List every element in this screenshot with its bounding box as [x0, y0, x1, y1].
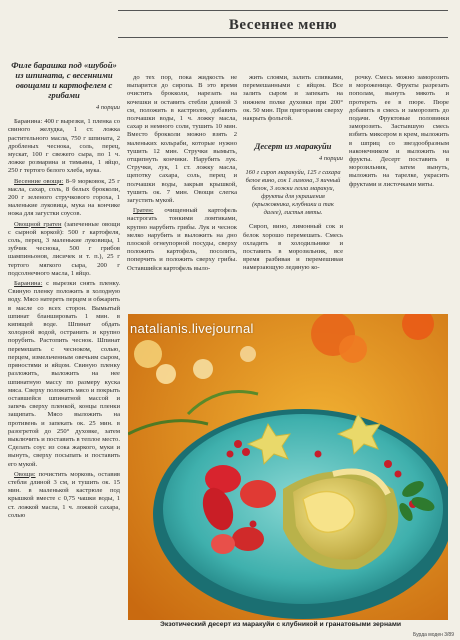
- recipe1-paragraph: [8, 221, 120, 278]
- recipe1-paragraph: [8, 178, 120, 219]
- recipe1-p5-label: Овощи:: [14, 470, 36, 478]
- recipe1-column-1: [8, 60, 120, 522]
- recipe1-p7: очищенный картофель настрогать тонкими ломтиками, крупно нарубить грибы. Лук и чеснок мелко нарубить и выложить на дно плоской огнеупорной посуды, сверху положить картофель, посолить, поперчить и положить сверху грибы. Оставшийся картофель выло-: [127, 207, 237, 272]
- recipe-column-3: [243, 74, 343, 275]
- recipe2-column-4: [349, 74, 449, 191]
- recipe1-portions: 4 порции: [96, 104, 120, 111]
- page-footer: Бурда моден 3/89: [412, 632, 454, 638]
- recipe1-paragraph: [8, 280, 120, 469]
- dessert-photo: [128, 314, 448, 620]
- recipe1-column-2: [127, 74, 237, 275]
- recipe1-p2: 8–9 морковок, 25 г масла, сахар, соль, 8 белых брокколи, 200 г зеленого стручкового гороха, 1 маленькие луковица, мука на кончике ножа для загустки соусов.: [8, 177, 120, 218]
- watermark-text: natalianis.livejournal: [130, 321, 254, 336]
- recipe2-ingredients: 160 г сироп маракуйи, 125 г сахара белое вино, сок 1 лимона, 3 яичный белок, 3 ложки гелла маракуи, фрукты для украшения (крыжовника, клубники и так далее), листья мяты.: [245, 169, 341, 217]
- recipe2-portions: 4 порции: [319, 155, 343, 163]
- recipe1-p4-label: Баранина:: [14, 280, 43, 288]
- recipe1-p4: с вырезки снять пленку. Свиную пленку положить в холодную воду. Мясо натереть перцем и обжарить в масле со всех сторон. Вымытый шпинат бланшировать 1 мин. в кипящей воде. Шпинат обдать холодной водой, остранить и крупно порубить. Растопить чеснок. Шпинат перемешать с чесноком, солью, перцем, измельченным овечьим сыром, пряностями и яйцом. Свиную пленку разложить, выложить на нее шпинатную массу по размеру куска мяса. Сверху положить мясо и покрыть оставшейся шпинатной массой и запечь сверху пленкой, концы пленки защипать. Мясо выложить на противень и запекать ок. 25 мин. в разогретой до 250° духовке, затем выключить и поставить в теплое место. Сделать соус из сока жаркого, муки и вынуть, сверху посыпать и поставить его мукой.: [8, 280, 120, 468]
- recipe1-p7-label: Гратен:: [133, 207, 154, 215]
- recipe2-title: Десерт из маракуйи: [254, 141, 332, 152]
- recipe1-p6: до тех пор, пока жидкость не выпарится до сиропа. В это время очистить брокколи, нарезать на кочешки и оставить стебли длиной 3 см, положить в кастрюлю, добавить полчашки воды, 1 ч. ложку масла, сахар и немного соли, тушить 10 мин. Вместо брокколи можно взять 2 маленьких кольраби, которые нужно тушить 12 мин. Стручки вымыть, отщипнуть кончики. Нарубить лук. Стручки, лук, 1 ст. ложку масла, щепотку сахара, соль, перец и полчашки воды, закрыв крышкой, тушить ок. 7 мин. Овощи слегка загустить мукой.: [127, 74, 237, 205]
- recipe2-paragraph: [243, 223, 343, 272]
- recipe1-p2-label: Весенние овощи:: [14, 177, 64, 185]
- photo-caption: Экзотический десерт из маракуйи с клубникой и гранатовыми зернами: [160, 621, 402, 628]
- recipe1-p1: Баранина: 400 г вырезки, 1 пленка со свиного желудка, 1 ст. ложка растительного масла, 750 г шпината, 2 дробленых чеснока, соль, перец, мускат, 100 г свежего сыра, по 1 ч. ложке розмарина и тимьяна, 1 яйцо, 250 г тертого белого хлеба, мука.: [8, 118, 120, 175]
- recipe1-title: Филе барашка под «шубой» из шпината, с весенними овощами и картофелем с грибами: [11, 60, 117, 100]
- page-title: Весеннее меню: [228, 17, 338, 33]
- recipe1-paragraph: [8, 118, 120, 175]
- page-header: [118, 10, 448, 38]
- recipe2-p2: рочку. Смесь можно заморозить в мороженице. Фрукты разрезать пополам, вынуть мякоть и протереть ее в пюре. Пюре добавить в смесь и заморозить до подачи. Фруктовые половинки заморозить. Застывшую смесь взбить миксером в крем, выложить в шприц со звездообразным наконечником и выложить на фрукты. Десерт поставить в морозильник, затем вынуть, выложить на тарелке, украсить фруктами и листочками мяты.: [349, 74, 449, 188]
- recipe1-paragraph: [243, 74, 343, 123]
- recipe1-paragraph: [127, 207, 237, 273]
- recipe1-paragraph: [127, 74, 237, 205]
- recipe1-p3: (запеченные овощи с сырной коркой): 500 г картофеля, соль, перец, 3 маленькие луковицы, 1 зубчик чеснока, 500 г грибов шампиньонов, лисичек и т. п.), 25 г тертого мягкого сыра, 200 г подсолнечного масла, 1 яйцо.: [8, 220, 120, 277]
- recipe2-paragraph: [349, 74, 449, 189]
- dessert-illustration: [128, 314, 448, 620]
- recipe2-p1: Сироп, вино, лимонный сок и белок хорошо перемешать. Смесь охладить в холодильнике и поставить в морозильник, все время разбивая и перемешивая намерзающую ледяную ко-: [243, 223, 343, 272]
- recipe1-paragraph: [8, 471, 120, 520]
- recipe1-p5: почистить морковь, оставив стебли длиной 3 см, и тушить ок. 15 мин. в маленькой кастрюле под крышкой вместе с 0,75 чашки воды, 1 ст. ложкой масла, 1 ч. ложкой сахара, солью: [8, 470, 120, 519]
- recipe1-p8: жить слоями, залить сливками, перемешанными с яйцом. Все залить сыром и запекать на нижнем полке духовки при 200° ок. 50 мин. При пригорании сверху накрыть фольгой.: [243, 74, 343, 123]
- recipe1-p3-label: Овощной гратен: [14, 220, 62, 228]
